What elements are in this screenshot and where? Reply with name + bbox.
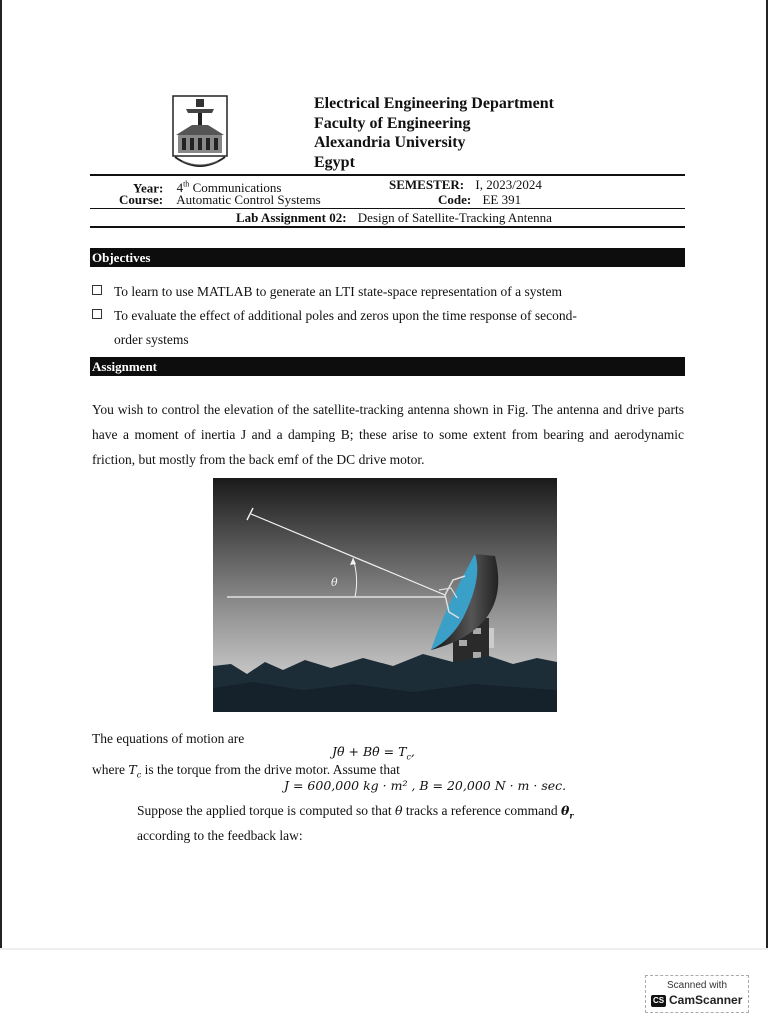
course-label: Course: <box>119 192 164 207</box>
camscanner-watermark <box>645 975 749 1013</box>
code-value: EE 391 <box>482 192 522 207</box>
page-border-left <box>0 0 2 948</box>
antenna-figure <box>213 478 557 712</box>
objective-item-2-continued: order systems <box>114 332 189 347</box>
university-name: Alexandria University <box>314 134 466 151</box>
code-row <box>438 192 521 207</box>
course-row <box>119 192 321 207</box>
header-rule-bottom <box>90 226 685 228</box>
equation-of-motion: Jθ̈ + Bθ̇ = $T_c$, <box>332 744 415 762</box>
equations-intro: The equations of motion are <box>92 731 245 746</box>
lab-row <box>236 210 552 225</box>
feedback-sentence-line2: according to the feedback law: <box>137 828 303 843</box>
objective-item-2: To evaluate the effect of additional poles and zeros upon the time response of second- <box>92 304 577 328</box>
country-name: Egypt <box>314 153 355 171</box>
torque-definition: where $T_c$ is the torque from the drive motor. Assume that <box>92 762 400 780</box>
objectives-heading: Objectives <box>90 248 685 267</box>
header-rule-middle <box>90 208 685 209</box>
feedback-sentence-line1: Suppose the applied torque is computed so that θ tracks a reference command $\theta_r$ <box>137 803 574 821</box>
checkbox-icon <box>92 285 102 295</box>
university-logo <box>172 95 228 171</box>
scanned-with-text: Scanned with <box>666 980 728 991</box>
lab-value: Design of Satellite-Tracking Antenna <box>357 210 552 225</box>
year-value: 4th Communications <box>176 180 282 196</box>
objective-item-1: To learn to use MATLAB to generate an LTI state-space representation of a system <box>92 280 562 304</box>
header-rule-top <box>90 174 685 176</box>
course-value: Automatic Control Systems <box>176 192 321 207</box>
semester-label: SEMESTER: <box>389 177 465 192</box>
parameter-values: J = 600,000 kg · m² , B = 20,000 N · m · sec. <box>284 778 567 793</box>
lab-label: Lab Assignment 02: <box>236 210 347 225</box>
semester-row <box>389 177 542 192</box>
faculty-name: Faculty of Engineering <box>314 114 471 132</box>
theta-label: θ <box>331 576 338 589</box>
code-label: Code: <box>438 192 472 207</box>
page-bottom-edge <box>0 948 768 950</box>
camscanner-logo-icon: CS <box>652 996 665 1005</box>
assignment-paragraph: You wish to control the elevation of the satellite-tracking antenna shown in Fig. The antenna and drive parts have a moment of inertia J and a damping B; these arise to some extent from bearing and aerodynamic friction, but mostly from the back emf of the DC drive motor. <box>92 402 684 467</box>
assignment-heading: Assignment <box>90 357 685 376</box>
camscanner-name: CamScanner <box>669 993 743 1007</box>
department-name: Electrical Engineering Department <box>314 95 554 112</box>
year-label: Year: <box>133 180 164 196</box>
department-header <box>314 94 554 172</box>
checkbox-icon <box>92 309 102 319</box>
semester-value: I, 2023/2024 <box>475 177 542 192</box>
